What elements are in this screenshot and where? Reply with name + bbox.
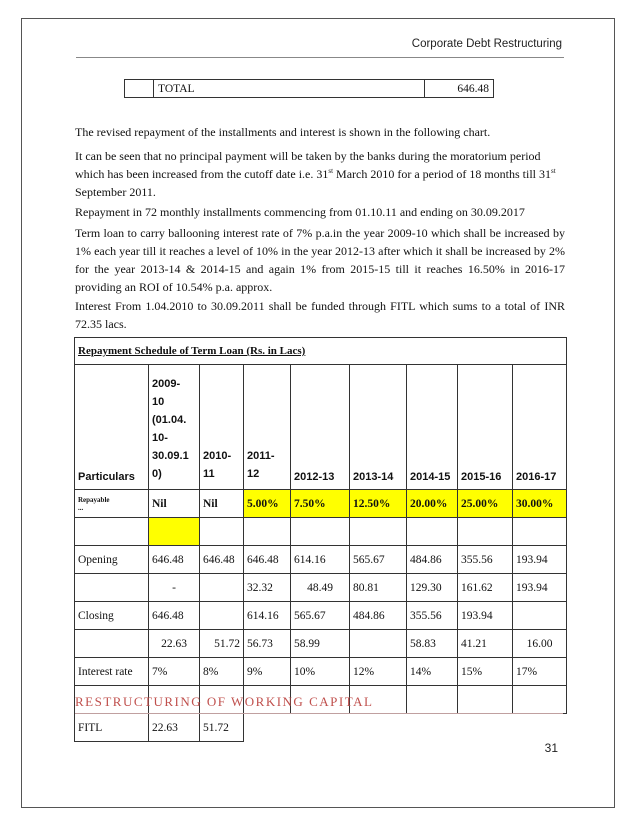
blank-cell [75, 518, 149, 546]
opening-cell: 646.48 [200, 546, 244, 574]
closing-cell: 614.16 [244, 602, 291, 630]
blank-cell [350, 518, 407, 546]
fitl-label: FITL [75, 714, 149, 742]
interest-rate-row [75, 658, 567, 686]
total-label: TOTAL [154, 80, 425, 98]
closing-cell [513, 602, 567, 630]
blank-cell [458, 686, 513, 714]
closing-cell: 193.94 [458, 602, 513, 630]
moratorium-text-c: September 2011. [75, 185, 156, 199]
repayable-cell: 25.00% [458, 490, 513, 518]
opening-cell: 484.86 [407, 546, 458, 574]
opening-cell: 355.56 [458, 546, 513, 574]
paragraph-revised-repayment: The revised repayment of the installments and interest is shown in the following chart. [75, 125, 491, 139]
interest-rate-cell: 10% [291, 658, 350, 686]
total-row [125, 80, 494, 98]
header-2009-10: 2009- 10 (01.04. 10- 30.09.1 0) [149, 365, 200, 490]
total-blank-cell [125, 80, 154, 98]
blank-cell [291, 518, 350, 546]
blank-cell [407, 686, 458, 714]
fitl-row [75, 714, 567, 742]
schedule-title: Repayment Schedule of Term Loan (Rs. in Lacs) [75, 338, 567, 365]
interest-cell: 58.83 [407, 630, 458, 658]
closing-row [75, 602, 567, 630]
header-divider [76, 57, 564, 58]
repayment-cell: 193.94 [513, 574, 567, 602]
header-2016-17: 2016-17 [513, 365, 567, 490]
opening-row [75, 546, 567, 574]
header-2014-15: 2014-15 [407, 365, 458, 490]
repayment-cell: 48.49 [291, 574, 350, 602]
highlight-row [75, 518, 567, 546]
interest-cell: 41.21 [458, 630, 513, 658]
opening-cell: 614.16 [291, 546, 350, 574]
header-particulars: Particulars [75, 365, 149, 490]
closing-cell: 565.67 [291, 602, 350, 630]
repayment-cell: 80.81 [350, 574, 407, 602]
moratorium-sup-1: st [328, 167, 334, 175]
fitl-cell: 51.72 [200, 714, 244, 742]
fitl-cell: 22.63 [149, 714, 200, 742]
closing-cell: 355.56 [407, 602, 458, 630]
repayable-cell: 30.00% [513, 490, 567, 518]
interest-rate-cell: 12% [350, 658, 407, 686]
repayment-row [75, 574, 567, 602]
blank-cell [75, 574, 149, 602]
moratorium-sup-2: st [551, 167, 556, 175]
interest-rate-label: Interest rate [75, 658, 149, 686]
closing-cell [200, 602, 244, 630]
opening-label: Opening [75, 546, 149, 574]
interest-rate-cell: 8% [200, 658, 244, 686]
blank-cell [513, 686, 567, 714]
opening-cell: 565.67 [350, 546, 407, 574]
header-2010-11: 2010- 11 [200, 365, 244, 490]
interest-cell: 22.63 [149, 630, 200, 658]
paragraph-installments: Repayment in 72 monthly installments commencing from 01.10.11 and ending on 30.09.2017 [75, 205, 525, 219]
paragraph-fitl: Interest From 1.04.2010 to 30.09.2011 shall be funded through FITL which sums to a total of INR 72.35 lacs. [75, 299, 565, 331]
blank-cell [244, 518, 291, 546]
total-value: 646.48 [425, 80, 494, 98]
header-2012-13: 2012-13 [291, 365, 350, 490]
repayment-schedule-table [74, 337, 567, 742]
interest-row [75, 630, 567, 658]
blank-cell [513, 518, 567, 546]
interest-rate-cell: 14% [407, 658, 458, 686]
blank-cell [407, 518, 458, 546]
moratorium-text-a: It can be seen that no principal payment will be taken by the banks during the moratorium period which has been increased from the cutoff date i.e. 31 [75, 149, 541, 181]
repayable-cell: 7.50% [291, 490, 350, 518]
interest-rate-cell: 7% [149, 658, 200, 686]
repayment-cell: 129.30 [407, 574, 458, 602]
closing-cell: 484.86 [350, 602, 407, 630]
total-table [124, 79, 494, 98]
opening-cell: 646.48 [149, 546, 200, 574]
interest-cell: 58.99 [291, 630, 350, 658]
page-number: 31 [544, 741, 558, 755]
repayable-cell: 20.00% [407, 490, 458, 518]
fitl-empty-area [244, 714, 567, 742]
opening-cell: 646.48 [244, 546, 291, 574]
repayable-cell: 5.00% [244, 490, 291, 518]
interest-cell: 51.72 [200, 630, 244, 658]
interest-rate-cell: 17% [513, 658, 567, 686]
header-2013-14: 2013-14 [350, 365, 407, 490]
interest-rate-cell: 9% [244, 658, 291, 686]
running-header: Corporate Debt Restructuring [411, 38, 562, 50]
repayable-row [75, 490, 567, 518]
interest-cell: 56.73 [244, 630, 291, 658]
repayable-cell: Nil [200, 490, 244, 518]
repayable-label: Repayable ... [75, 490, 149, 518]
section-divider [75, 713, 563, 714]
repayable-cell: Nil [149, 490, 200, 518]
schedule-header-row [75, 365, 567, 490]
blank-cell [75, 630, 149, 658]
closing-label: Closing [75, 602, 149, 630]
blank-cell [200, 518, 244, 546]
interest-rate-cell: 15% [458, 658, 513, 686]
repayment-cell: - [149, 574, 200, 602]
section-heading: RESTRUCTURING OF WORKING CAPITAL [75, 694, 374, 709]
header-2011-12: 2011- 12 [244, 365, 291, 490]
opening-cell: 193.94 [513, 546, 567, 574]
repayment-cell: 32.32 [244, 574, 291, 602]
interest-cell: 16.00 [513, 630, 567, 658]
moratorium-text-b: March 2010 for a period of 18 months till 31 [333, 167, 551, 181]
header-2015-16: 2015-16 [458, 365, 513, 490]
closing-cell: 646.48 [149, 602, 200, 630]
blank-yellow-cell [149, 518, 200, 546]
paragraph-moratorium [75, 147, 565, 201]
repayment-cell [200, 574, 244, 602]
repayable-cell: 12.50% [350, 490, 407, 518]
paragraph-interest-rate: Term loan to carry ballooning interest rate of 7% p.a.in the year 2009-10 which shall be increased by 1% each year till it reaches a level of 10% in the year 2012-13 after which it shall be increased by 2% for the year 2013-14 & 2014-15 and again 1% from 2015-15 till it reaches 16.50% in 2016-17 providing an ROI of 10.54% p.a. approx. [75, 226, 565, 294]
interest-cell [350, 630, 407, 658]
blank-cell [458, 518, 513, 546]
repayment-cell: 161.62 [458, 574, 513, 602]
